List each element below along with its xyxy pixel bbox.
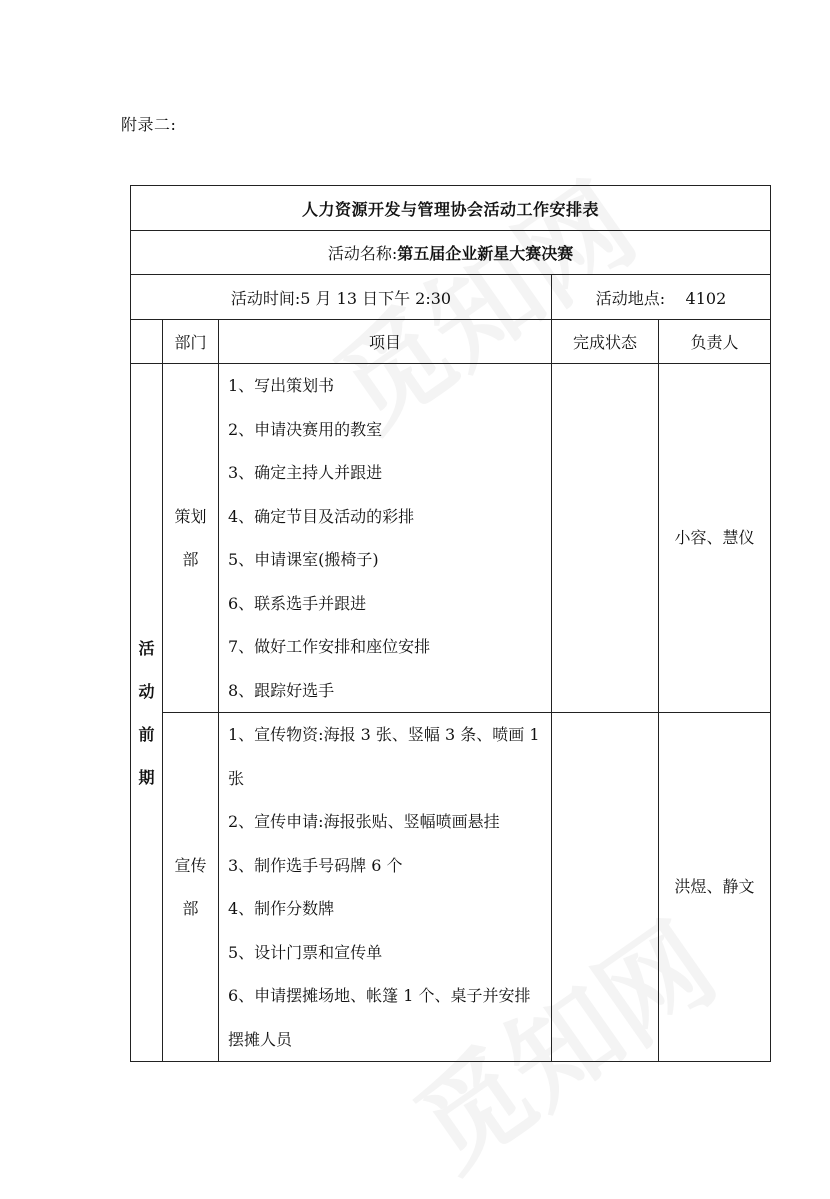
activity-place-value: 4102 [685,288,727,308]
list-item: 2、宣传申请:海报张贴、竖幅喷画悬挂 [228,812,500,831]
section-row-publicity [131,713,771,1062]
dept-name: 宣传部 [174,855,207,918]
status-cell-planning [552,364,659,713]
activity-name-row [131,231,771,275]
work-schedule-table [130,185,771,1062]
header-status: 完成状态 [552,320,659,364]
activity-place-label: 活动地点: [595,288,666,308]
list-item: 7、做好工作安排和座位安排 [228,637,431,656]
phase-cell [131,364,163,1062]
person-cell-planning [659,364,771,713]
table-title: 人力资源开发与管理协会活动工作安排表 [131,186,771,231]
header-items: 项目 [219,320,552,364]
activity-time-value: 5 月 13 日下午 2:30 [300,288,452,308]
table-title-row [131,186,771,231]
status-cell-publicity [552,713,659,1062]
list-item: 5、设计门票和宣传单 [228,942,383,962]
activity-name-cell [131,231,771,275]
list-item: 5、申请课室(搬椅子) [228,550,379,569]
activity-time-cell [131,275,552,320]
activity-name-value: 第五届企业新星大赛决赛 [397,244,574,263]
person-name: 洪煜、静文 [674,877,755,897]
list-item: 1、宣传物资:海报 3 张、竖幅 3 条、喷画 1 张 [228,725,540,788]
table-header-row [131,320,771,364]
list-item: 4、制作分数牌 [228,899,335,918]
phase-char: 前 [138,724,155,744]
list-item: 1、写出策划书 [228,376,335,395]
list-item: 2、申请决赛用的教室 [228,419,383,439]
header-dept: 部门 [163,320,219,364]
person-name: 小容、慧仪 [674,528,755,548]
list-item: 8、跟踪好选手 [228,680,335,700]
header-person: 负责人 [659,320,771,364]
phase-char: 期 [138,767,155,787]
list-item: 6、申请摆摊场地、帐篷 1 个、桌子并安排摆摊人员 [228,986,531,1049]
items-cell-publicity [219,713,552,1062]
list-item: 6、联系选手并跟进 [228,593,367,613]
appendix-label: 附录二: [121,115,177,134]
phase-char: 活 [138,638,155,658]
section-row-planning [131,364,771,713]
activity-time-row [131,275,771,320]
dept-name: 策划部 [174,506,207,569]
header-empty-cell [131,320,163,364]
activity-place-cell [552,275,771,320]
list-item: 4、确定节目及活动的彩排 [228,506,415,526]
dept-cell-publicity [163,713,219,1062]
person-cell-publicity [659,713,771,1062]
activity-name-label: 活动名称: [327,244,398,263]
dept-cell-planning [163,364,219,713]
list-item: 3、制作选手号码牌 6 个 [228,855,403,875]
activity-time-label: 活动时间: [230,288,301,308]
items-cell-planning [219,364,552,713]
list-item: 3、确定主持人并跟进 [228,463,383,482]
phase-char: 动 [138,681,155,701]
